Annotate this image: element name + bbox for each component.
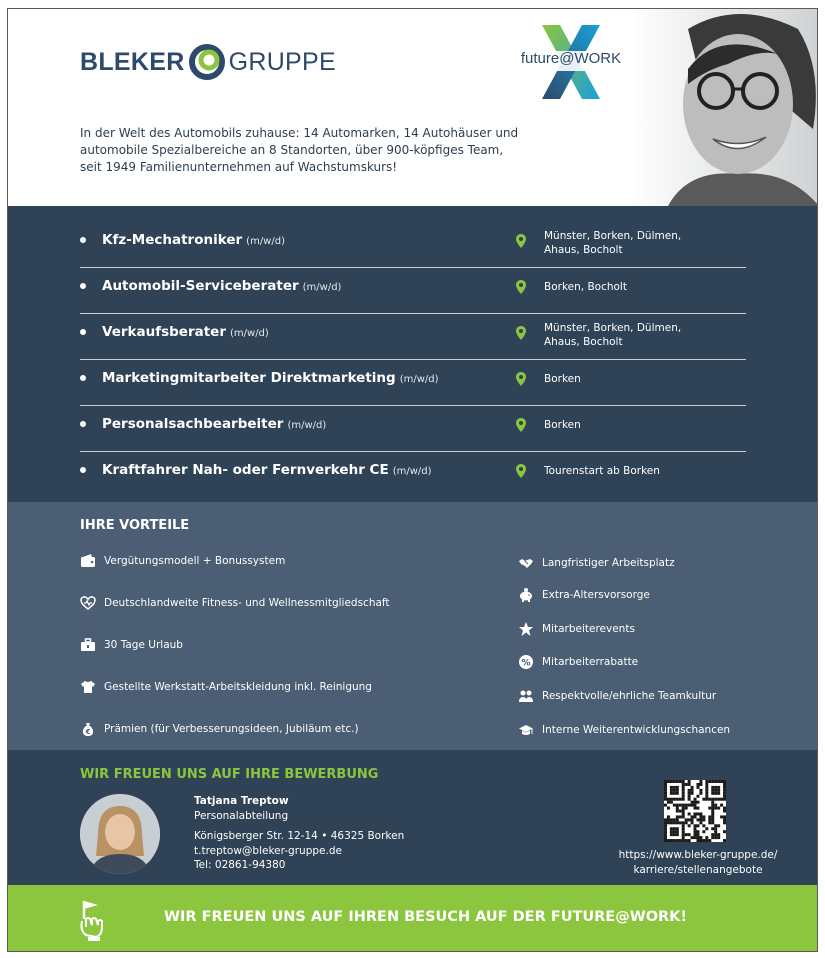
job-gender-suffix: (m/w/d): [230, 328, 269, 339]
avatar: [80, 794, 160, 874]
bullet-icon: [80, 329, 86, 335]
benefit-item: Interne Weiterentwicklungschancen: [518, 721, 730, 739]
intro-text: [80, 125, 550, 176]
percent-badge-icon: [518, 654, 534, 670]
job-location: Borken: [544, 419, 581, 431]
bullet-icon: [80, 237, 86, 243]
job-location: Tourenstart ab Borken: [544, 465, 660, 477]
job-title: Kfz-Mechatroniker (m/w/d): [102, 232, 285, 248]
benefit-item: Vergütungsmodell + Bonussystem: [80, 552, 285, 570]
bleker-logo: [80, 41, 336, 83]
location-pin-icon: [516, 326, 526, 340]
job-item: [80, 314, 746, 360]
contact-details: [194, 794, 404, 873]
job-title: Marketingmitarbeiter Direktmarketing (m/w/d): [102, 370, 439, 386]
job-list: [8, 206, 818, 502]
benefit-item: Langfristiger Arbeitsplatz: [518, 554, 675, 572]
job-location: Borken, Bocholt: [544, 281, 627, 293]
benefit-item: Mitarbeiterevents: [518, 620, 635, 638]
job-item: [80, 452, 746, 498]
location-pin-icon: [516, 234, 526, 248]
intro-line: In der Welt des Automobils zuhause: 14 Automarken, 14 Autohäuser und: [80, 126, 519, 140]
job-item: [80, 360, 746, 406]
piggy-bank-icon: [518, 587, 534, 603]
graduation-cap-icon: [518, 722, 534, 738]
bullet-icon: [80, 421, 86, 427]
contact-person-photo: [80, 794, 160, 874]
contact-phone[interactable]: Tel: 02861-94380: [194, 859, 286, 871]
job-item: [80, 406, 746, 452]
intro-line: seit 1949 Familienunternehmen auf Wachstumskurs!: [80, 160, 398, 174]
header: [8, 9, 818, 206]
intro-line: automobile Spezialbereiche an 8 Standorten, über 900-köpfiges Team,: [80, 143, 504, 157]
logo-word-gruppe: GRUPPE: [228, 47, 336, 76]
woman-portrait-photo: [628, 9, 818, 206]
team-icon: [518, 688, 534, 704]
footer-banner: [8, 885, 818, 952]
contact-heading: WIR FREUEN UNS AUF IHRE BEWERBUNG: [80, 767, 379, 782]
wallet-icon: [80, 553, 96, 569]
job-ad-page: [7, 8, 818, 952]
location-pin-icon: [516, 418, 526, 432]
handshake-icon: [518, 555, 534, 571]
benefits-section: [8, 502, 818, 750]
benefit-item: 30 Tage Urlaub: [80, 636, 183, 654]
job-gender-suffix: (m/w/d): [287, 420, 327, 431]
benefit-item: € Prämien (für Verbesserungsideen, Jubiläum etc.): [80, 720, 359, 738]
benefit-item: % Mitarbeiterrabatte: [518, 653, 638, 671]
suitcase-icon: [80, 637, 96, 653]
job-title: Automobil-Serviceberater (m/w/d): [102, 278, 342, 294]
job-gender-suffix: (m/w/d): [392, 466, 432, 477]
location-pin-icon: [516, 464, 526, 478]
location-pin-icon: [516, 372, 526, 386]
future-work-label: future@WORK: [520, 50, 622, 67]
logo-ring-icon: [187, 42, 227, 82]
benefit-item: Deutschlandweite Fitness- und Wellnessmitgliedschaft: [80, 594, 390, 612]
fitness-heart-icon: [80, 595, 96, 611]
contact-department: Personalabteilung: [194, 809, 289, 822]
contact-section: [8, 750, 818, 885]
contact-email[interactable]: t.treptow@bleker-gruppe.de: [194, 844, 342, 857]
job-location: Borken: [544, 373, 581, 385]
contact-name: Tatjana Treptow: [194, 795, 289, 807]
qr-code[interactable]: [664, 780, 726, 842]
svg-text:%: %: [521, 658, 531, 669]
job-gender-suffix: (m/w/d): [399, 374, 439, 385]
benefit-item: Gestellte Werkstatt-Arbeitskleidung inkl. Reinigung: [80, 678, 372, 696]
job-gender-suffix: (m/w/d): [302, 282, 342, 293]
visitor-hand-icon: [76, 897, 110, 941]
svg-text:€: €: [85, 728, 91, 736]
job-title: Kraftfahrer Nah- oder Fernverkehr CE (m/w/d): [102, 462, 432, 478]
future-work-logo: [516, 25, 626, 99]
money-bag-icon: [80, 721, 96, 737]
job-item: [80, 268, 746, 314]
careers-url[interactable]: https://www.bleker-gruppe.de/ karriere/stellenangebote: [618, 849, 778, 876]
location-pin-icon: [516, 280, 526, 294]
contact-address: Königsberger Str. 12-14 • 46325 Borken: [194, 830, 405, 842]
bullet-icon: [80, 375, 86, 381]
job-item: [80, 222, 746, 268]
job-gender-suffix: (m/w/d): [246, 236, 285, 247]
benefit-item: Respektvolle/ehrliche Teamkultur: [518, 687, 716, 705]
footer-message: WIR FREUEN UNS AUF IHREN BESUCH AUF DER FUTURE@WORK!: [164, 909, 688, 925]
benefit-item: Extra-Altersvorsorge: [518, 586, 650, 604]
job-location: Münster, Borken, Dülmen, Ahaus, Bocholt: [544, 322, 682, 348]
benefits-heading: IHRE VORTEILE: [80, 518, 190, 533]
job-location: Münster, Borken, Dülmen, Ahaus, Bocholt: [544, 230, 682, 256]
bullet-icon: [80, 283, 86, 289]
bullet-icon: [80, 467, 86, 473]
job-title: Verkaufsberater (m/w/d): [102, 324, 269, 340]
job-title: Personalsachbearbeiter (m/w/d): [102, 416, 327, 432]
star-icon: [518, 621, 534, 637]
shirt-icon: [80, 679, 96, 695]
logo-word-bleker: BLEKER: [80, 47, 185, 76]
